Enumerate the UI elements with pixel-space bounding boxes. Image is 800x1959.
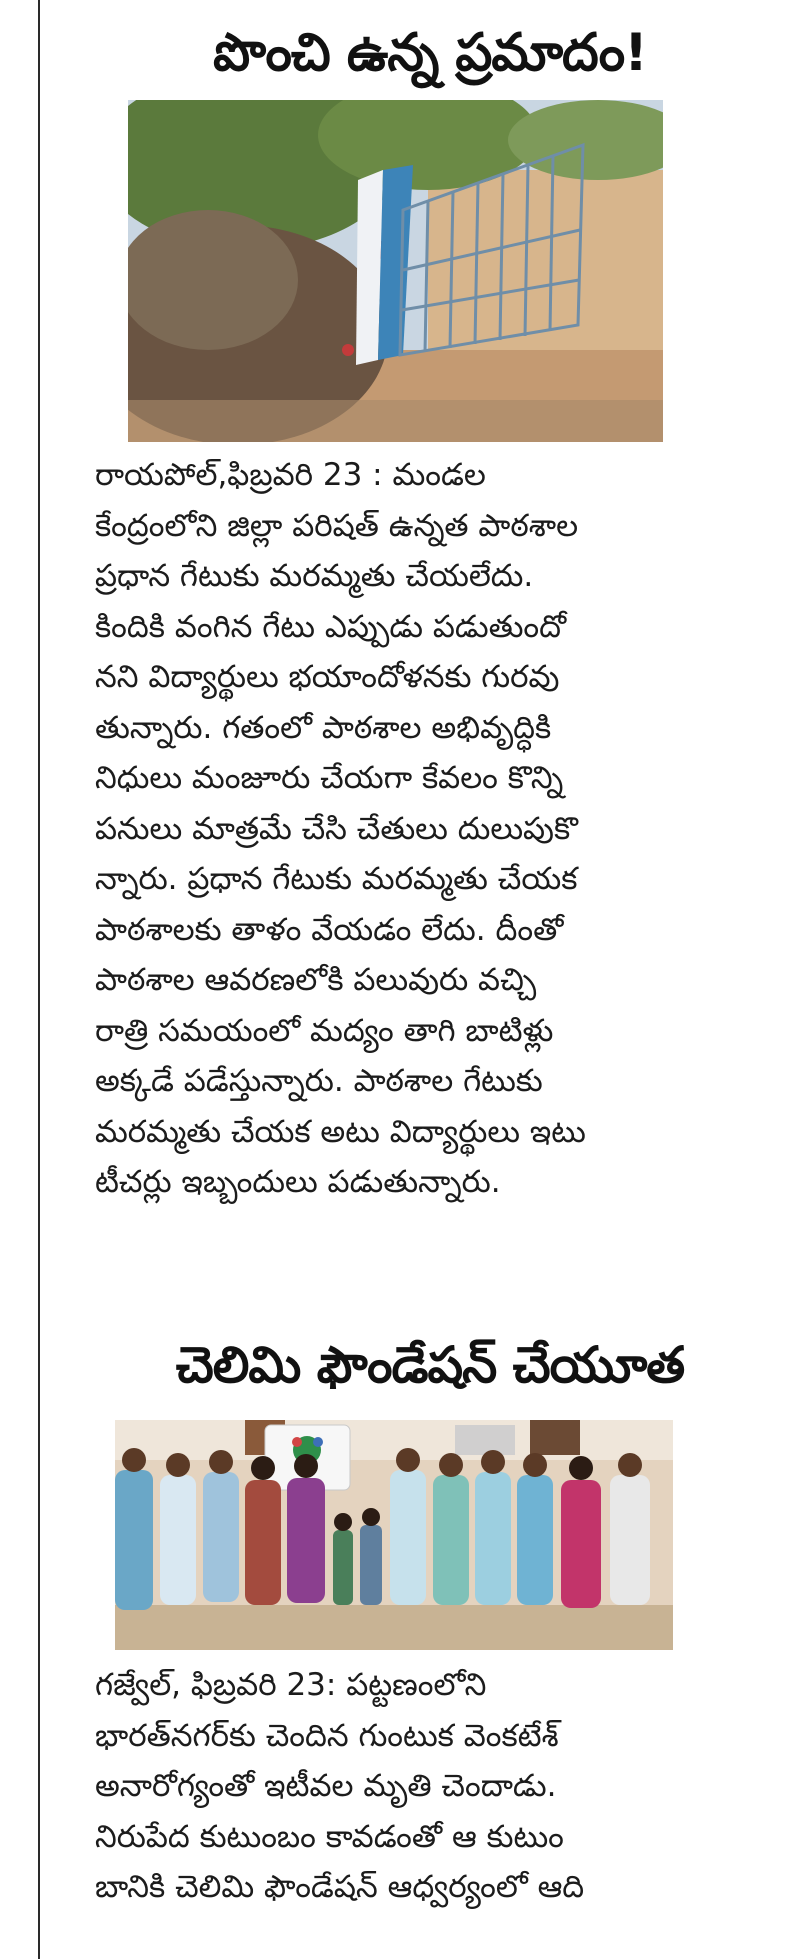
article-line: పనులు మాత్రమే చేసి చేతులు దులుపుకొ <box>95 810 578 847</box>
article-line: రాత్రి సమయంలో మద్యం తాగి బాటిళ్లు <box>95 1012 554 1049</box>
article-line: ప్రధాన గేటుకు మరమ్మతు చేయలేదు. <box>95 558 534 594</box>
article-body-chelimi <box>95 1660 670 1913</box>
article-line: తున్నారు. గతంలో పాఠశాల అభివృద్ధికి <box>95 709 552 746</box>
article-line: మరమ్మతు చేయక అటు విద్యార్థులు ఇటు <box>95 1113 586 1150</box>
article-line: రాయపోల్,ఫిబ్రవరి 23 : మండల <box>95 457 486 493</box>
article-line: భారత్‌నగర్‌కు చెందిన గుంటుక వెంకటేశ్ <box>95 1717 559 1754</box>
article-line: కేంద్రంలోని జిల్లా పరిషత్ ఉన్నత పాఠశాల <box>95 507 579 544</box>
article-line: అనారోగ్యంతో ఇటీవల మృతి చెందాడు. <box>95 1768 557 1804</box>
article-line: గజ్వేల్, ఫిబ్రవరి 23: పట్టణంలోని <box>95 1667 487 1703</box>
article-line: కిందికి వంగిన గేటు ఎప్పుడు పడుతుందో <box>95 608 567 645</box>
article-line: టీచర్లు ఇబ్బందులు పడుతున్నారు. <box>95 1164 501 1200</box>
gate-photo <box>128 100 663 442</box>
article-line: పాఠశాలకు తాళం వేయడం లేదు. దీంతో <box>95 911 564 948</box>
headline-danger: పొంచి ఉన్న ప్రమాదం! <box>213 23 647 83</box>
article-body-danger <box>95 450 670 1208</box>
headline-chelimi: చెలిమి ఫౌండేషన్ చేయూత <box>175 1336 685 1394</box>
article-line: న్నారు. ప్రధాన గేటుకు మరమ్మతు చేయక <box>95 861 578 897</box>
article-line: బానికి చెలిమి ఫౌండేషన్ ఆధ్వర్యంలో ఆది <box>95 1869 585 1905</box>
article-line: అక్కడే పడేస్తున్నారు. పాఠశాల గేటుకు <box>95 1063 543 1099</box>
column-rule <box>38 0 40 1959</box>
article-line: పాఠశాల ఆవరణలోకి పలువురు వచ్చి <box>95 962 537 998</box>
article-line: నని విద్యార్థులు భయాందోళనకు గురవు <box>95 659 560 695</box>
article-line: నిరుపేద కుటుంబం కావడంతో ఆ కుటుం <box>95 1818 564 1855</box>
article-line: నిధులు మంజూరు చేయగా కేవలం కొన్ని <box>95 760 564 796</box>
group-photo <box>115 1420 673 1650</box>
